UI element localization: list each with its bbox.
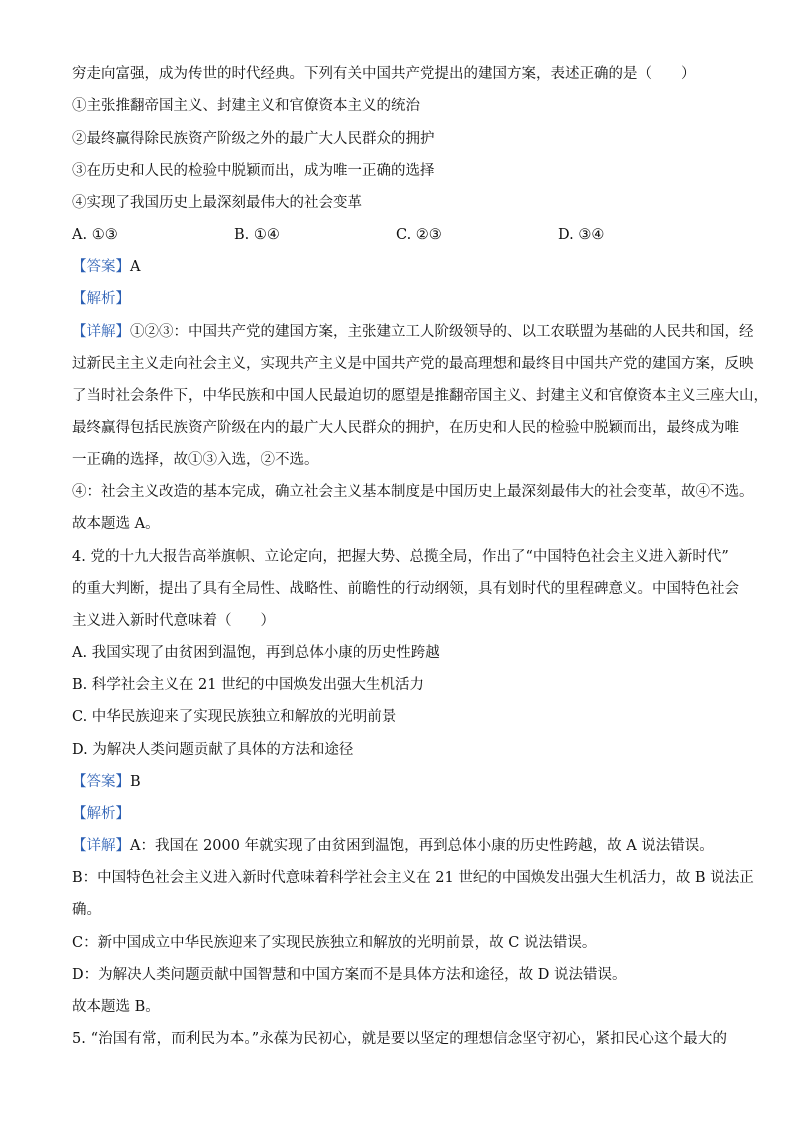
detail-label: 【详解】 [72,838,130,854]
q3-option-b: B. ①④ [234,227,280,243]
q4-answer [72,772,727,792]
q4-detail-line-1: 【详解】A：我国在 2000 年就实现了由贫困到温饱，再到总体小康的历史性跨越，故 A 说法错误。 [72,838,714,854]
q3-item-3: ③在历史和人民的检验中脱颖而出，成为唯一正确的选择 [72,163,435,179]
q3-detail-line-5: 一正确的选择，故①③入选，②不选。 [72,452,319,468]
q4-stem-line-2: 的重大判断，提出了具有全局性、战略性、前瞻性的行动纲领，具有划时代的里程碑意义。中国特色社会 [72,581,739,597]
q3-option-a: A. ①③ [72,227,118,243]
q4-option-b: B. 科学社会主义在 21 世纪的中国焕发出强大生机活力 [72,677,425,693]
q4-stem-line-3: 主义进入新时代意味着（ ） [72,613,275,629]
q3-item-2: ②最终赢得除民族资产阶级之外的最广大人民群众的拥护 [72,131,435,147]
q4-option-c: C. 中华民族迎来了实现民族独立和解放的光明前景 [72,709,397,725]
q4-detail-line-2: B：中国特色社会主义进入新时代意味着科学社会主义在 21 世纪的中国焕发出强大生机活力，故 B 说法正 [72,870,754,886]
q4-analysis-label: 【解析】 [72,806,130,822]
q3-detail-line-1: 【详解】①②③：中国共产党的建国方案，主张建立工人阶级领导的、以工农联盟为基础的人民共和国，经 [72,324,754,340]
q4-conclusion: 故本题选 B。 [72,999,160,1015]
q3-detail-line-3: 了当时社会条件下，中华民族和中国人民最迫切的愿望是推翻帝国主义、封建主义和官僚资本主义三座大山， [72,388,768,404]
q3-detail-line-2: 过新民主主义走向社会主义，实现共产主义是中国共产党的最高理想和最终目中国共产党的建国方案，反映 [72,356,754,372]
q3-option-d: D. ③④ [558,227,605,243]
q3-stem: 穷走向富强，成为传世的时代经典。下列有关中国共产党提出的建国方案，表述正确的是（ ） [72,66,696,82]
q3-conclusion: 故本题选 A。 [72,516,160,532]
q3-detail-line-4: 最终赢得包括民族资产阶级在内的最广大人民群众的拥护，在历史和人民的检验中脱颖而出，最终成为唯 [72,420,739,436]
q3-answer [72,257,727,277]
q3-detail-line-6: ④：社会主义改造的基本完成，确立社会主义基本制度是中国历史上最深刻最伟大的社会变革，故④不选。 [72,484,754,500]
answer-value: B [130,774,141,790]
answer-label: 【答案】 [72,774,130,790]
q3-analysis-label: 【解析】 [72,291,130,307]
q5-stem-line-1: 5. “治国有常，而利民为本。”永葆为民初心，就是要以坚定的理想信念坚守初心，紧扣民心这个最大的 [72,1031,727,1047]
q3-item-4: ④实现了我国历史上最深刻最伟大的社会变革 [72,195,362,211]
answer-value: A [130,259,141,275]
q4-stem-line-1: 4. 党的十九大报告高举旗帜、立论定向，把握大势、总揽全局，作出了“中国特色社会主义进入新时代” [72,549,729,565]
detail-label: 【详解】 [72,324,130,340]
q4-detail-line-4: C：新中国成立中华民族迎来了实现民族独立和解放的光明前景，故 C 说法错误。 [72,935,597,951]
q4-option-a: A. 我国实现了由贫困到温饱，再到总体小康的历史性跨越 [72,645,440,661]
q4-detail-line-3: 确。 [72,902,101,918]
q4-option-d: D. 为解决人类问题贡献了具体的方法和途径 [72,742,354,758]
q3-option-c: C. ②③ [396,227,442,243]
q3-item-1: ①主张推翻帝国主义、封建主义和官僚资本主义的统治 [72,98,420,114]
answer-label: 【答案】 [72,259,130,275]
q4-detail-line-5: D：为解决人类问题贡献中国智慧和中国方案而不是具体方法和途径，故 D 说法错误。 [72,967,627,983]
